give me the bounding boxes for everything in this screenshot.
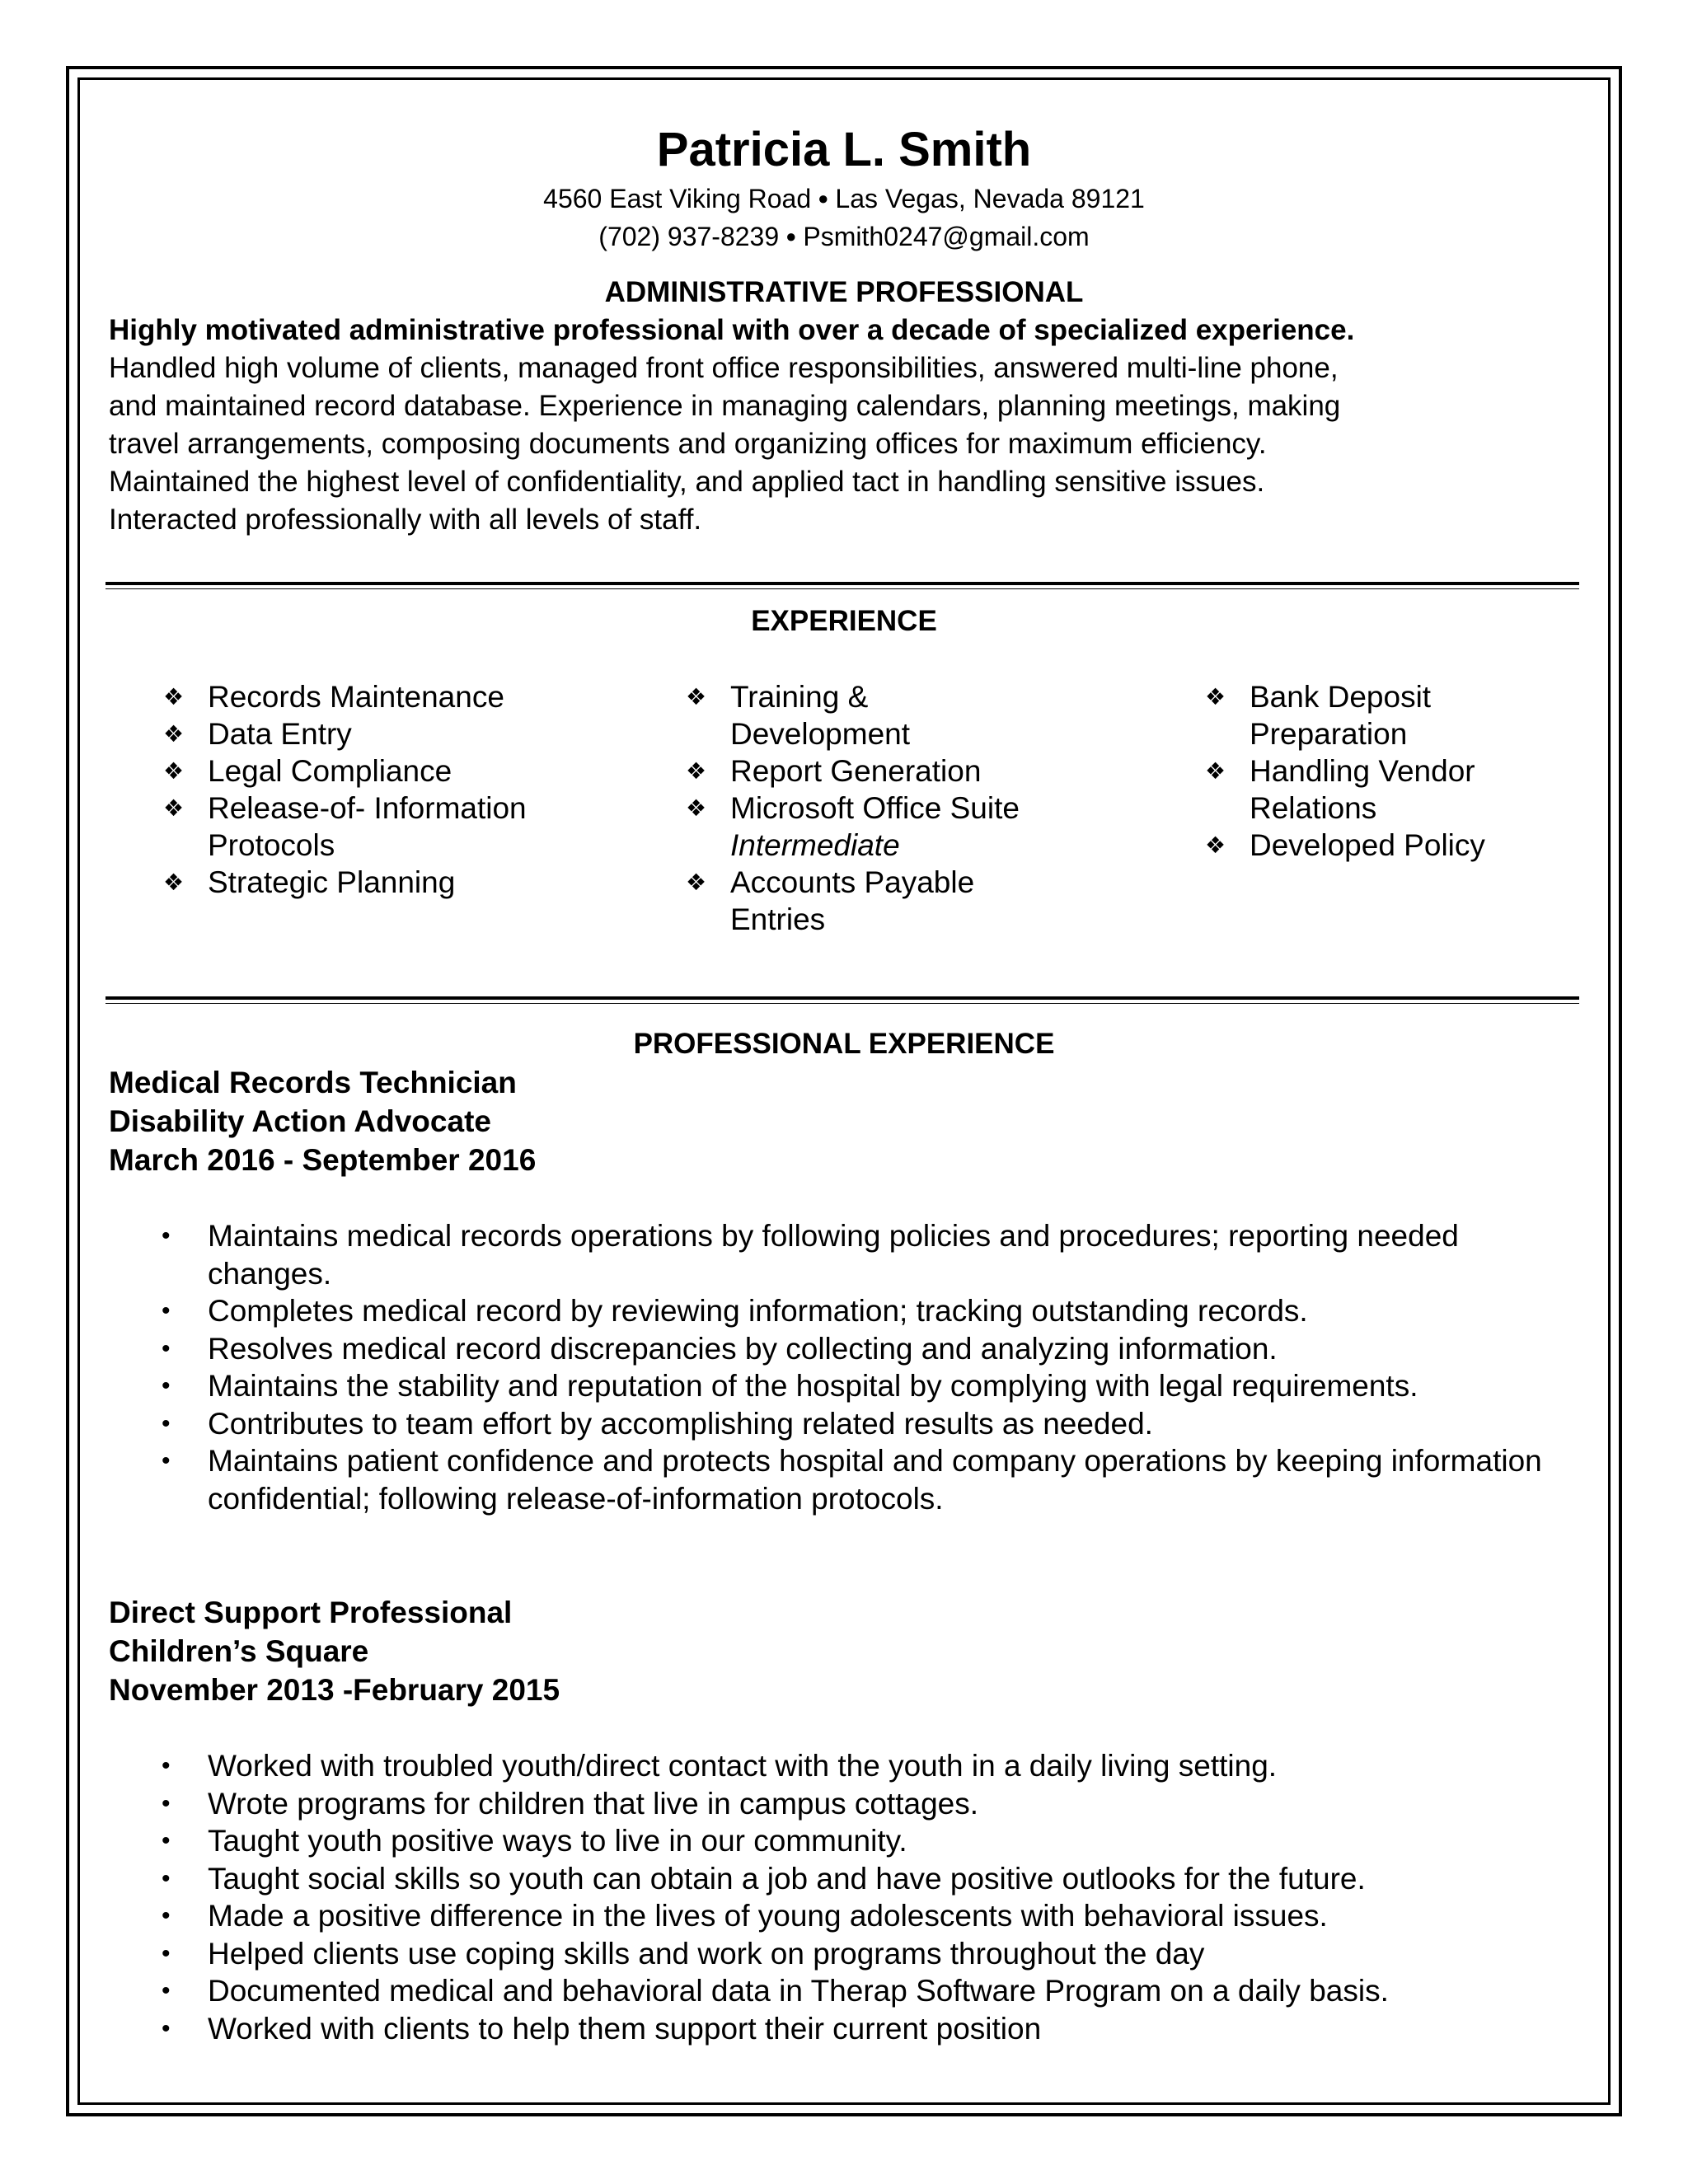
section-divider xyxy=(106,996,1579,1004)
list-item: • Contributes to team effort by accomplishing related results as needed. xyxy=(109,1405,1579,1443)
job-duties xyxy=(109,1217,1579,1517)
bullet-dot: • xyxy=(162,1297,171,1324)
diamond-bullet-icon: ❖ xyxy=(163,795,185,821)
summary-line: and maintained record database. Experience in managing calendars, planning meetings, making xyxy=(109,390,1341,422)
summary-line: Handled high volume of clients, managed front office responsibilities, answered multi-line phone, xyxy=(109,352,1339,384)
list-item: • Worked with troubled youth/direct contact with the youth in a daily living setting. xyxy=(109,1747,1579,1785)
job-dates: March 2016 - September 2016 xyxy=(109,1143,537,1177)
job-title: Direct Support Professional xyxy=(109,1596,513,1629)
list-item: • Wrote programs for children that live in campus cottages. xyxy=(109,1785,1579,1823)
list-item: • Documented medical and behavioral data in Therap Software Program on a daily basis. xyxy=(109,1972,1579,2010)
diamond-bullet-icon: ❖ xyxy=(1205,758,1226,784)
job-title: Medical Records Technician xyxy=(109,1066,517,1099)
diamond-bullet-icon: ❖ xyxy=(1205,832,1226,858)
diamond-bullet-icon: ❖ xyxy=(686,758,707,784)
diamond-bullet-icon: ❖ xyxy=(686,869,707,895)
list-item: • Resolves medical record discrepancies by collecting and analyzing information. xyxy=(109,1330,1579,1368)
job-company: Disability Action Advocate xyxy=(109,1104,491,1138)
bullet-dot: • xyxy=(162,1222,171,1249)
diamond-bullet-icon: ❖ xyxy=(163,721,185,747)
skill-item: ❖ Microsoft Office Suite Intermediate xyxy=(686,790,1147,864)
address-street: 4560 East Viking Road xyxy=(543,184,812,213)
skill-item: ❖ Strategic Planning xyxy=(163,865,456,899)
job-company: Children’s Square xyxy=(109,1634,369,1668)
skill-item: ❖ Handling Vendor Relations xyxy=(1205,754,1475,825)
list-item: • Taught youth positive ways to live in our community. xyxy=(109,1822,1579,1860)
bullet-dot: • xyxy=(162,2014,171,2042)
bullet-dot: • xyxy=(162,1789,171,1817)
list-item: • Completes medical record by reviewing information; tracking outstanding records. xyxy=(109,1292,1579,1330)
summary-line: Maintained the highest level of confidentiality, and applied tact in handling sensitive issues. xyxy=(109,466,1265,498)
skills-title: EXPERIENCE xyxy=(751,605,937,637)
address-city: Las Vegas, Nevada 89121 xyxy=(835,184,1145,213)
bullet-dot: • xyxy=(162,1447,171,1474)
bullet-dot: • xyxy=(162,1902,171,1929)
skill-item: ❖ Release-of- Information Protocols xyxy=(163,791,527,862)
bullet-dot: • xyxy=(162,1752,171,1779)
skills-column-3 xyxy=(1205,678,1568,864)
diamond-bullet-icon: ❖ xyxy=(163,758,185,784)
skill-level-note: Intermediate xyxy=(730,828,900,862)
job-entry xyxy=(109,1063,1579,1517)
bullet-dot: • xyxy=(162,1827,171,1854)
summary-paragraph xyxy=(109,349,1579,539)
bullet-dot: • xyxy=(162,1334,171,1362)
diamond-bullet-icon: ❖ xyxy=(686,795,707,821)
skills-grid xyxy=(109,678,1579,975)
resume-content xyxy=(109,120,1579,2047)
list-item: • Maintains medical records operations by following policies and procedures; reporting needed changes. xyxy=(162,1219,1459,1291)
summary-line: travel arrangements, composing documents and organizing offices for maximum efficiency. xyxy=(109,428,1267,460)
skill-item: ❖ Report Generation xyxy=(686,754,982,788)
skill-item: ❖ Records Maintenance xyxy=(163,680,504,714)
list-item: • Taught social skills so youth can obtain a job and have positive outlooks for the future. xyxy=(109,1860,1579,1898)
bullet-dot: • xyxy=(162,1939,171,1967)
diamond-bullet-icon: ❖ xyxy=(163,684,185,710)
list-item: • Maintains the stability and reputation of the hospital by complying with legal requirements. xyxy=(109,1367,1579,1405)
job-dates: November 2013 -February 2015 xyxy=(109,1673,560,1707)
list-item: • Maintains patient confidence and protects hospital and company operations by keeping information confidential; following release-of-information protocols. xyxy=(162,1444,1542,1516)
diamond-bullet-icon: ❖ xyxy=(163,869,185,895)
resume-header xyxy=(109,120,1579,255)
skill-item: ❖ Legal Compliance xyxy=(163,754,452,788)
skill-item: ❖ Accounts Payable Entries xyxy=(686,865,975,936)
bullet-dot: • xyxy=(162,1409,171,1437)
experience-title: PROFESSIONAL EXPERIENCE xyxy=(633,1028,1055,1060)
list-item: • Helped clients use coping skills and work on programs throughout the day xyxy=(109,1935,1579,1973)
section-divider xyxy=(106,582,1579,589)
summary-line: Interacted professionally with all levels of staff. xyxy=(109,504,702,536)
diamond-bullet-icon: ❖ xyxy=(686,684,707,710)
separator-dot: ● xyxy=(785,226,797,246)
skill-item: ❖ Training & Development xyxy=(686,680,911,751)
diamond-bullet-icon: ❖ xyxy=(1205,684,1226,710)
skill-item: ❖ Developed Policy xyxy=(1205,828,1485,862)
email-address: Psmith0247@gmail.com xyxy=(803,222,1090,251)
skills-column-1 xyxy=(163,678,625,901)
bullet-dot: • xyxy=(162,1977,171,2004)
list-item: • Worked with clients to help them support their current position xyxy=(109,2010,1579,2048)
address-line xyxy=(109,180,1579,218)
list-item: • Made a positive difference in the lives of young adolescents with behavioral issues. xyxy=(109,1897,1579,1935)
job-entry xyxy=(109,1593,1579,2047)
contact-line xyxy=(109,218,1579,255)
summary-title: ADMINISTRATIVE PROFESSIONAL xyxy=(604,276,1084,308)
candidate-name: Patricia L. Smith xyxy=(656,123,1032,176)
summary-lead: Highly motivated administrative professional with over a decade of specialized experience. xyxy=(109,314,1355,346)
bullet-dot: • xyxy=(162,1372,171,1399)
bullet-dot: • xyxy=(162,1864,171,1892)
skill-item: ❖ Data Entry xyxy=(163,717,352,751)
skill-item: ❖ Bank Deposit Preparation xyxy=(1205,680,1432,751)
skills-column-2 xyxy=(686,678,1147,938)
separator-dot: ● xyxy=(818,188,829,209)
job-duties xyxy=(109,1747,1579,2047)
phone-number: (702) 937-8239 xyxy=(598,222,780,251)
